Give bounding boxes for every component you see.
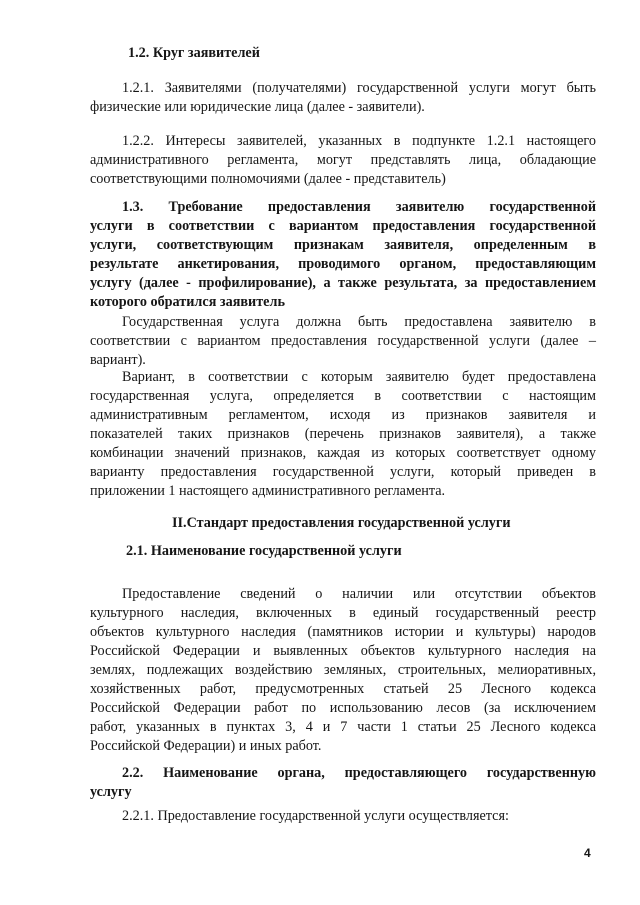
text-line: административного регламента, могут представлять лица, обладающие [90, 152, 596, 168]
text-line: 1.2.2. Интересы заявителей, указанных в подпункте 1.2.1 настоящего [122, 133, 596, 149]
text-line: Российской Федерации) и иных работ. [90, 738, 322, 754]
text-line: 2.2. Наименование органа, предоставляющего государственную [122, 765, 596, 781]
text-line: физические или юридические лица (далее - заявители). [90, 99, 425, 115]
text-line: соответствующими полномочиями (далее - представитель) [90, 171, 446, 187]
section-heading-2-2 [90, 764, 596, 802]
text-line: услуги в соответствии с вариантом предоставления государственной [90, 218, 596, 234]
paragraph-1-2-2 [90, 132, 596, 189]
text-line: хозяйственных работ, предусмотренных статьей 25 Лесного кодекса [90, 681, 596, 697]
text-line: культурного наследия, включенных в единый государственный реестр [90, 605, 596, 621]
text-line: соответствии с вариантом предоставления государственной услуги (далее – [90, 333, 596, 349]
paragraph-variant-definition [90, 368, 596, 501]
text-line: результате анкетирования, проводимого органом, предоставляющим [90, 256, 596, 272]
text-line: услуги, соответствующим признакам заявителя, определенным в [90, 237, 596, 253]
text-line: услугу [90, 784, 132, 800]
section-heading-2-1: 2.1. Наименование государственной услуги [126, 543, 402, 559]
text-line: показателей таких признаков (перечень признаков заявителя), а также [90, 426, 596, 442]
chapter-heading-II: II.Стандарт предоставления государственной услуги [172, 515, 511, 531]
text-line: вариант). [90, 352, 146, 368]
text-line: Предоставление сведений о наличии или отсутствии объектов [122, 586, 596, 602]
text-line: государственная услуга, определяется в соответствии с настоящим [90, 388, 596, 404]
text-line: которого обратился заявитель [90, 294, 285, 310]
section-heading-1-3 [90, 198, 596, 312]
text-line: объектов культурного наследия (памятников истории и культуры) народов [90, 624, 596, 640]
text-line: Российской Федерации и выявленных объектов культурного наследия на [90, 643, 596, 659]
text-line: работ, указанных в пунктах 3, 4 и 7 части 1 статьи 25 Лесного кодекса [90, 719, 596, 735]
text-line: землях, подлежащих воздействию земляных, строительных, мелиоративных, [90, 662, 596, 678]
text-line: варианту предоставления государственной услуги, который приведен в [90, 464, 596, 480]
text-line: услугу (далее - профилирование), а также результата, за предоставлением [90, 275, 596, 291]
text-line: комбинации значений признаков, каждая из которых соответствует одному [90, 445, 596, 461]
paragraph-1-2-1 [90, 79, 596, 117]
paragraph-2-1 [90, 585, 596, 756]
text-line: Российской Федерации работ по использованию лесов (за исключением [90, 700, 596, 716]
text-line: Государственная услуга должна быть предоставлена заявителю в [122, 314, 596, 330]
text-line: Вариант, в соответствии с которым заявителю будет предоставлена [122, 369, 596, 385]
page-number: 4 [584, 846, 591, 860]
paragraph-2-2-1 [90, 807, 596, 826]
text-line: приложении 1 настоящего административного регламента. [90, 483, 446, 499]
text-line: 1.2.1. Заявителями (получателями) государственной услуги могут быть [122, 80, 596, 96]
text-line: административным регламентом, исходя из признаков заявителя и [90, 407, 596, 423]
section-heading-1-2: 1.2. Круг заявителей [128, 45, 260, 61]
paragraph-variant [90, 313, 596, 370]
text-line: 1.3. Требование предоставления заявителю государственной [122, 199, 596, 215]
text-line: 2.2.1. Предоставление государственной услуги осуществляется: [122, 808, 509, 824]
